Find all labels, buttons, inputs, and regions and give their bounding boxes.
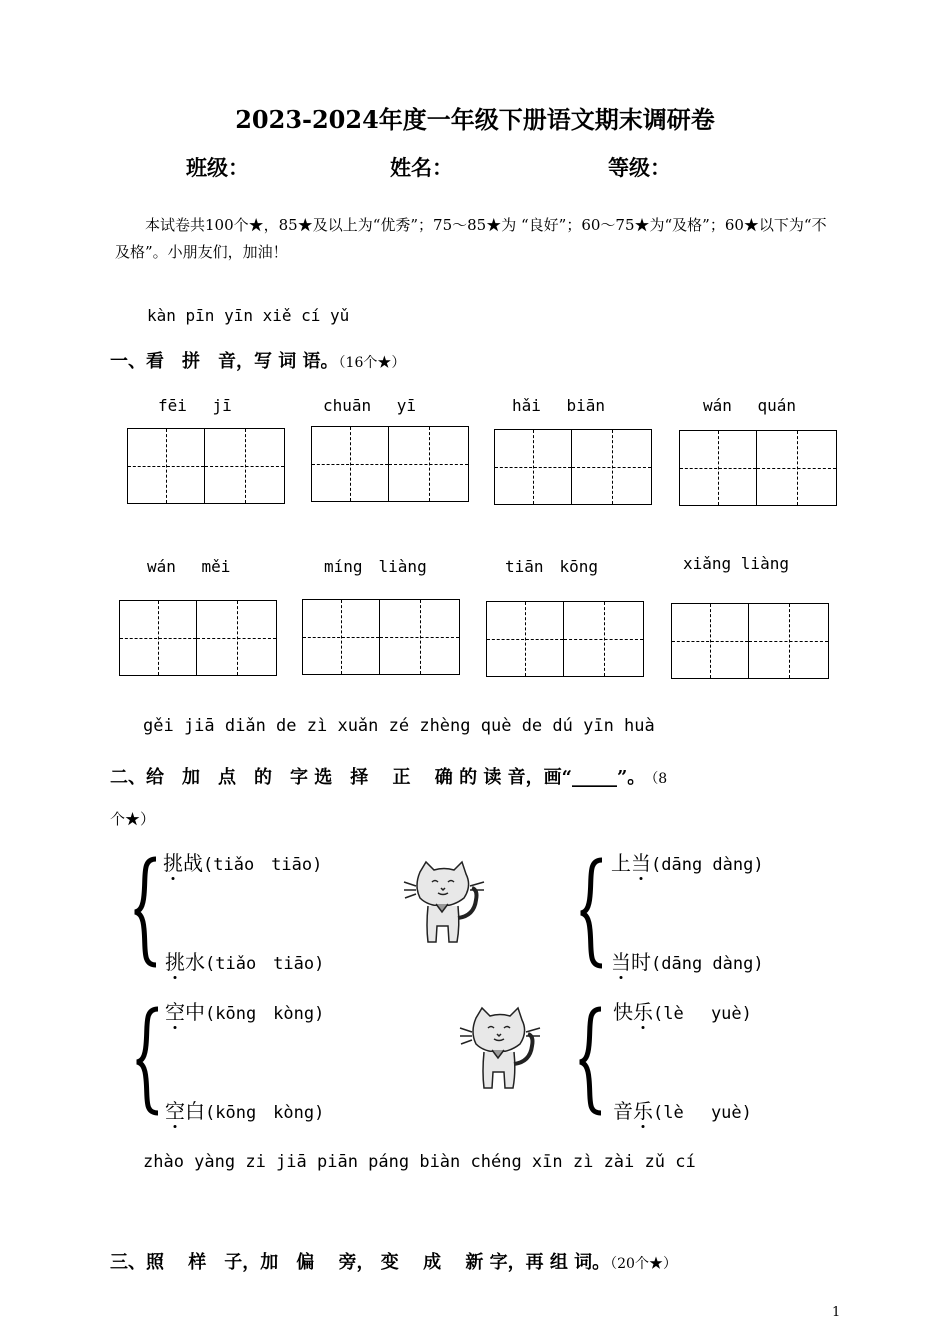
pinyin-label: míng liàng xyxy=(324,557,427,576)
name-label: 姓名： xyxy=(390,155,453,180)
brace-icon xyxy=(577,1005,607,1118)
word-option: 空中(kōng kòng) xyxy=(165,1000,325,1024)
word-option: 音乐(lè yuè) xyxy=(613,1099,752,1123)
pinyin-label: hǎi biān xyxy=(512,396,606,415)
word-option: 挑战(tiǎo tiāo) xyxy=(163,851,323,875)
writing-grid[interactable] xyxy=(302,599,460,675)
grade-label: 等级： xyxy=(608,155,671,180)
writing-grid[interactable] xyxy=(486,601,644,677)
writing-grid[interactable] xyxy=(127,428,285,504)
section2-note: 个★） xyxy=(110,810,156,828)
word-option: 快乐(lè yuè) xyxy=(613,1000,752,1024)
page-title: 2023-2024年度一年级下册语文期末调研卷 xyxy=(235,105,715,134)
writing-grid[interactable] xyxy=(494,429,652,505)
brace-icon xyxy=(134,1005,164,1118)
exam-instructions: 本试卷共100个★，85★及以上为“优秀”；75～85★为 “良好”；60～75★为“及格”；60★以下为“不及格”。小朋友们，加油！ xyxy=(115,216,827,261)
cat-icon xyxy=(458,1006,544,1096)
pinyin-label: chuān yī xyxy=(323,396,417,415)
page-number: 1 xyxy=(832,1305,841,1320)
section1-pinyin: kàn pīn yīn xiě cí yǔ xyxy=(147,306,350,325)
writing-grid[interactable] xyxy=(119,600,277,676)
word-option: 挑水(tiǎo tiāo) xyxy=(165,950,325,974)
section2-title: 二、给 加 点 的 字 选 择 正 确 的 读 音，画“_____”。 （8 xyxy=(110,767,668,788)
writing-grid[interactable] xyxy=(679,430,837,506)
class-label: 班级： xyxy=(186,155,249,180)
pinyin-label: tiān kōng xyxy=(505,557,599,576)
cat-icon xyxy=(402,860,488,950)
section1-title: 一、看 拼 音，写 词 语。（16个★） xyxy=(110,351,406,372)
word-option: 当时(dāng dàng) xyxy=(611,950,764,974)
pinyin-label: fēi jī xyxy=(158,396,232,415)
pinyin-label: wán měi xyxy=(147,557,231,576)
brace-icon xyxy=(578,856,608,971)
section3-title: 三、照 样 子，加 偏 旁， 变 成 新 字，再 组 词。（20个★） xyxy=(110,1252,677,1273)
section3-pinyin: zhào yàng zi jiā piān páng biàn chéng xīn zì zài zǔ cí xyxy=(143,1152,696,1172)
pinyin-label: wán quán xyxy=(703,396,797,415)
word-option: 空白(kōng kòng) xyxy=(165,1099,325,1123)
section2-pinyin: gěi jiā diǎn de zì xuǎn zé zhèng què de dú yīn huà xyxy=(143,716,655,736)
word-option: 上当(dāng dàng) xyxy=(611,851,764,875)
writing-grid[interactable] xyxy=(671,603,829,679)
writing-grid[interactable] xyxy=(311,426,469,502)
brace-icon xyxy=(132,855,162,970)
pinyin-label: xiǎng liàng xyxy=(683,554,789,573)
